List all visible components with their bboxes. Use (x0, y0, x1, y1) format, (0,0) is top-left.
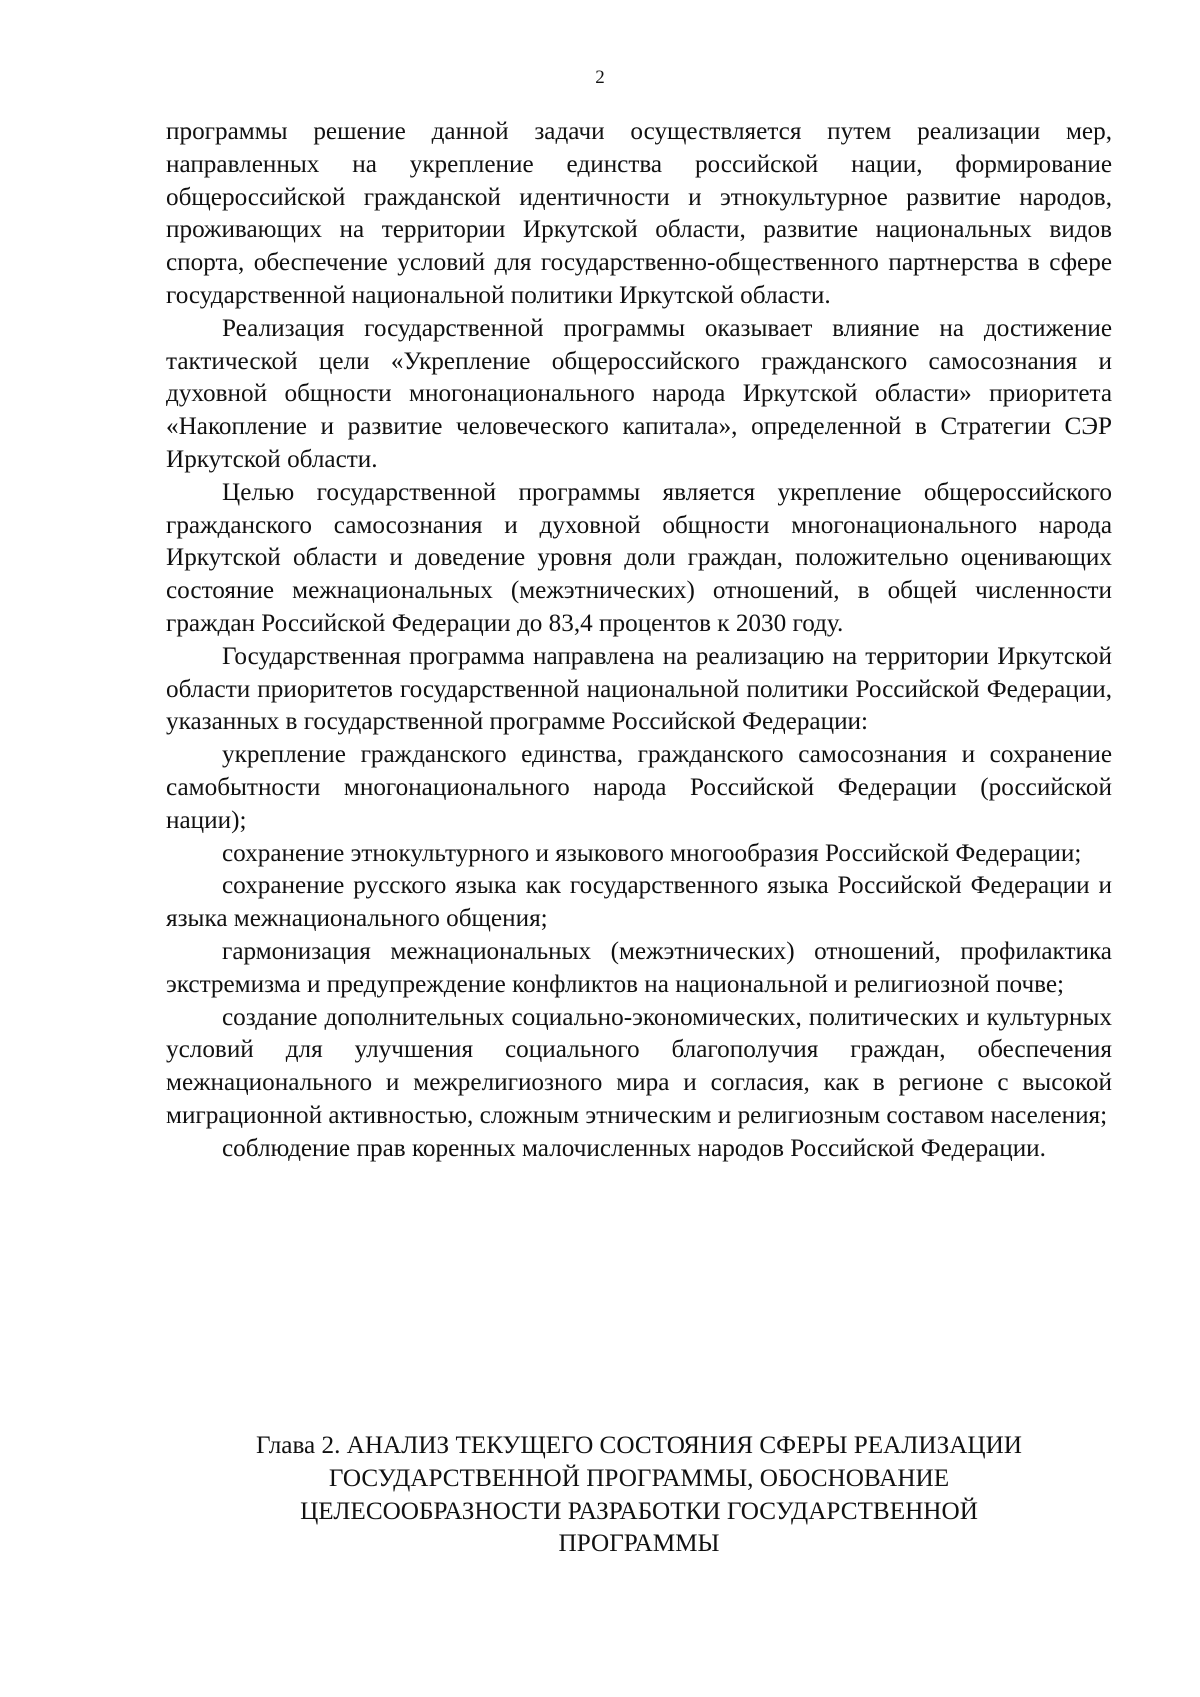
list-item: гармонизация межнациональных (межэтнических) отношений, профилактика экстремизма и предупреждение конфликтов на национальной и религиозной почве; (166, 937, 1112, 998)
page-number: 2 (595, 67, 605, 88)
list-item: укрепление гражданского единства, гражданского самосознания и сохранение самобытности многонационального народа Российской Федерации (российской нации); (166, 741, 1112, 834)
list-item: создание дополнительных социально-экономических, политических и культурных условий для улучшения социального благополучия граждан, обеспечения межнационального и межрелигиозного мира и согласия, как в регионе с высокой миграционной активностью, сложным этническим и религиозным составом населения; (166, 1003, 1112, 1129)
paragraph: Реализация государственной программы оказывает влияние на достижение тактической цели «Укрепление общероссийского гражданского самосознания и духовной общности многонационального народа Иркутской области» приоритета «Накопление и развитие человеческого капитала», определенной в Стратегии СЭР Иркутской области. (166, 314, 1112, 473)
body-text (166, 116, 1112, 1166)
chapter-title-line: ЦЕЛЕСООБРАЗНОСТИ РАЗРАБОТКИ ГОСУДАРСТВЕННОЙ (300, 1497, 978, 1525)
list-item: сохранение русского языка как государственного языка Российской Федерации и языка межнационального общения; (166, 872, 1112, 933)
chapter-title-line: Глава 2. АНАЛИЗ ТЕКУЩЕГО СОСТОЯНИЯ СФЕРЫ РЕАЛИЗАЦИИ (256, 1432, 1022, 1459)
paragraph: Государственная программа направлена на реализацию на территории Иркутской области приоритетов государственной национальной политики Российской Федерации, указанных в государственной программе Российской Федерации: (166, 642, 1112, 736)
chapter-title (166, 1430, 1112, 1561)
list-item: сохранение этнокультурного и языкового многообразия Российской Федерации; (222, 839, 1082, 867)
chapter-title-line: ГОСУДАРСТВЕННОЙ ПРОГРАММЫ, ОБОСНОВАНИЕ (328, 1464, 950, 1492)
paragraph: программы решение данной задачи осуществляется путем реализации мер, направленных на укрепление единства российской нации, формирование общероссийской гражданской идентичности и этнокультурное развитие народов, проживающих на территории Иркутской области, развитие национальных видов спорта, обеспечение условий для государственно-общественного партнерства в сфере государственной национальной политики Иркутской области. (166, 118, 1112, 309)
list-item: соблюдение прав коренных малочисленных народов Российской Федерации. (222, 1134, 1046, 1162)
paragraph: Целью государственной программы является укрепление общероссийского гражданского самосознания и духовной общности многонационального народа Иркутской области и доведение уровня доли граждан, положительно оценивающих состояние межнациональных (межэтнических) отношений, в общей численности граждан Российской Федерации до 83,4 процентов к 2030 году. (166, 478, 1112, 637)
chapter-title-line: ПРОГРАММЫ (558, 1530, 720, 1558)
